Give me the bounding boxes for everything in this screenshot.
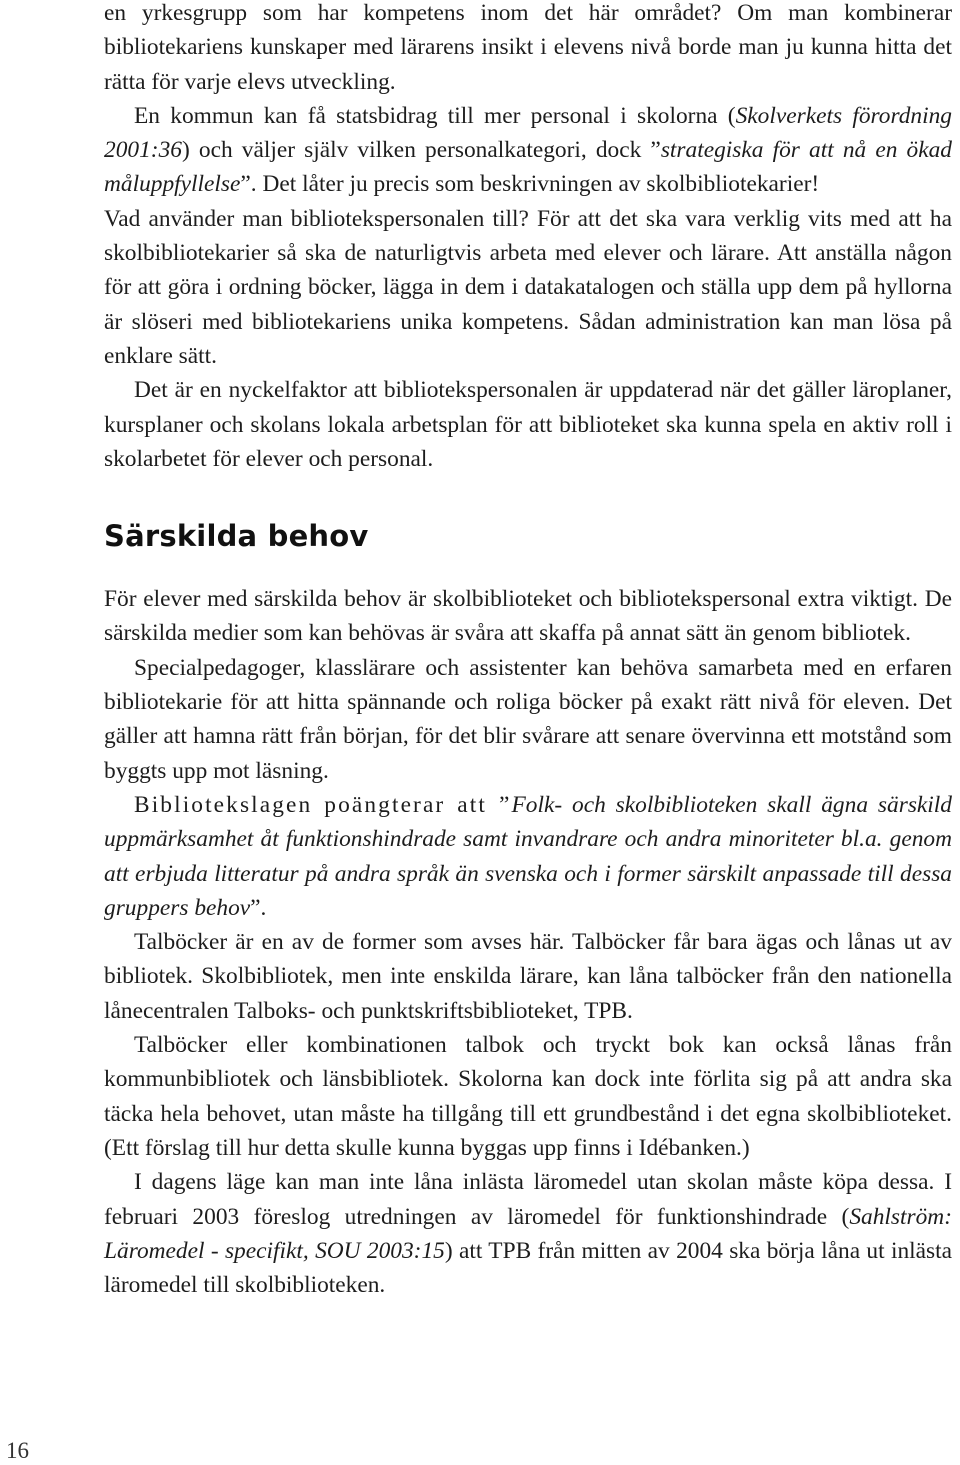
text-run: Bibliotekslagen poängterar att ” [134, 791, 512, 818]
text-run: ”. [250, 894, 267, 921]
paragraph [104, 788, 952, 925]
paragraph: För elever med särskilda behov är skolbiblioteket och bibliotekspersonal extra viktigt. De särskilda medier som kan behövas är svåra att skaffa på annat sätt än genom bibliotek. [104, 586, 952, 647]
quote: Folk- och skolbiblioteken skall ägna särskild uppmärksamhet åt funktionshindrade samt invandrare och andra minoriteter bl.a. genom att erbjuda litteratur på andra språk än svenska och i former särskilt anpassade till dessa gruppers behov [104, 791, 952, 921]
paragraph [104, 99, 952, 202]
text-run: I dagens läge kan man inte låna inlästa läromedel utan skolan måste köpa dessa. I februari 2003 föreslog utredningen av läromedel för funktionshindrade ( [104, 1169, 952, 1230]
paragraph: Talböcker eller kombinationen talbok och tryckt bok kan också lånas från kommunbibliotek och länsbibliotek. Skolorna kan dock inte förlita sig på att andra ska täcka hela behovet, utan måste ha tillgång till ett grundbestånd i det egna skolbiblioteket. (Ett förslag till hur detta skulle kunna byggas upp finns i Idébanken.) [104, 1032, 952, 1161]
text-run: ”. Det låter ju precis som beskrivningen av skolbibliotekarier! [240, 171, 820, 198]
quote: strategiska för att nå en ökad måluppfyllelse [104, 137, 952, 198]
paragraph: Vad använder man bibliotekspersonalen till? För att det ska vara verklig vits med att ha skolbibliotekarier så ska de naturligtvis arbeta med elever och lärare. Att anställa någon för att göra i ordning böcker, lägga in dem i datakatalogen och ställa upp dem på hyllorna är slöseri med bibliotekariens unika kompetens. Sådan administration kan man lösa på enklare sätt. [104, 205, 952, 369]
citation: Sahlström: Läromedel - specifikt, SOU 2003:15 [104, 1203, 952, 1264]
paragraph [104, 1165, 952, 1302]
page-body [104, 0, 952, 1302]
paragraph: Talböcker är en av de former som avses här. Talböcker får bara ägas och lånas ut av bibliotek. Skolbibliotek, men inte enskilda lärare, kan låna talböcker från den nationella lånecentralen Talboks- och punktskriftsbiblioteket, TPB. [104, 929, 952, 1024]
section-heading: Särskilda behov [104, 519, 369, 554]
paragraph: Det är en nyckelfaktor att bibliotekspersonalen är uppdaterad när det gäller läroplaner, kursplaner och skolans lokala arbetsplan för att biblioteket ska kunna spela en aktiv roll i skolarbetet för elever och personal. [104, 377, 952, 472]
paragraph: Specialpedagoger, klasslärare och assistenter kan behöva samarbeta med en erfaren bibliotekarie för att hitta spännande och roliga böcker på exakt rätt nivå för eleven. Det gäller att hamna rätt från början, för det blir svårare att senare övervinna ett motstånd som byggts upp mot läsning. [104, 654, 952, 784]
text-run: En kommun kan få statsbidrag till mer personal i skolorna ( [134, 102, 736, 129]
text-run: ) att TPB från mitten av 2004 ska börja låna ut inlästa läromedel till skolbiblioteken. [104, 1237, 953, 1299]
page-number: 16 [6, 1438, 29, 1463]
paragraph: en yrkesgrupp som har kompetens inom det här området? Om man kombinerar bibliotekariens kunskaper med lärarens insikt i elevens nivå borde man ju kunna hitta det rätta för varje elevs utveckling. [104, 0, 952, 95]
text-run: ) och väljer själv vilken personalkategori, dock ” [181, 137, 661, 164]
citation: Skolverkets förordning 2001:36 [104, 102, 952, 164]
